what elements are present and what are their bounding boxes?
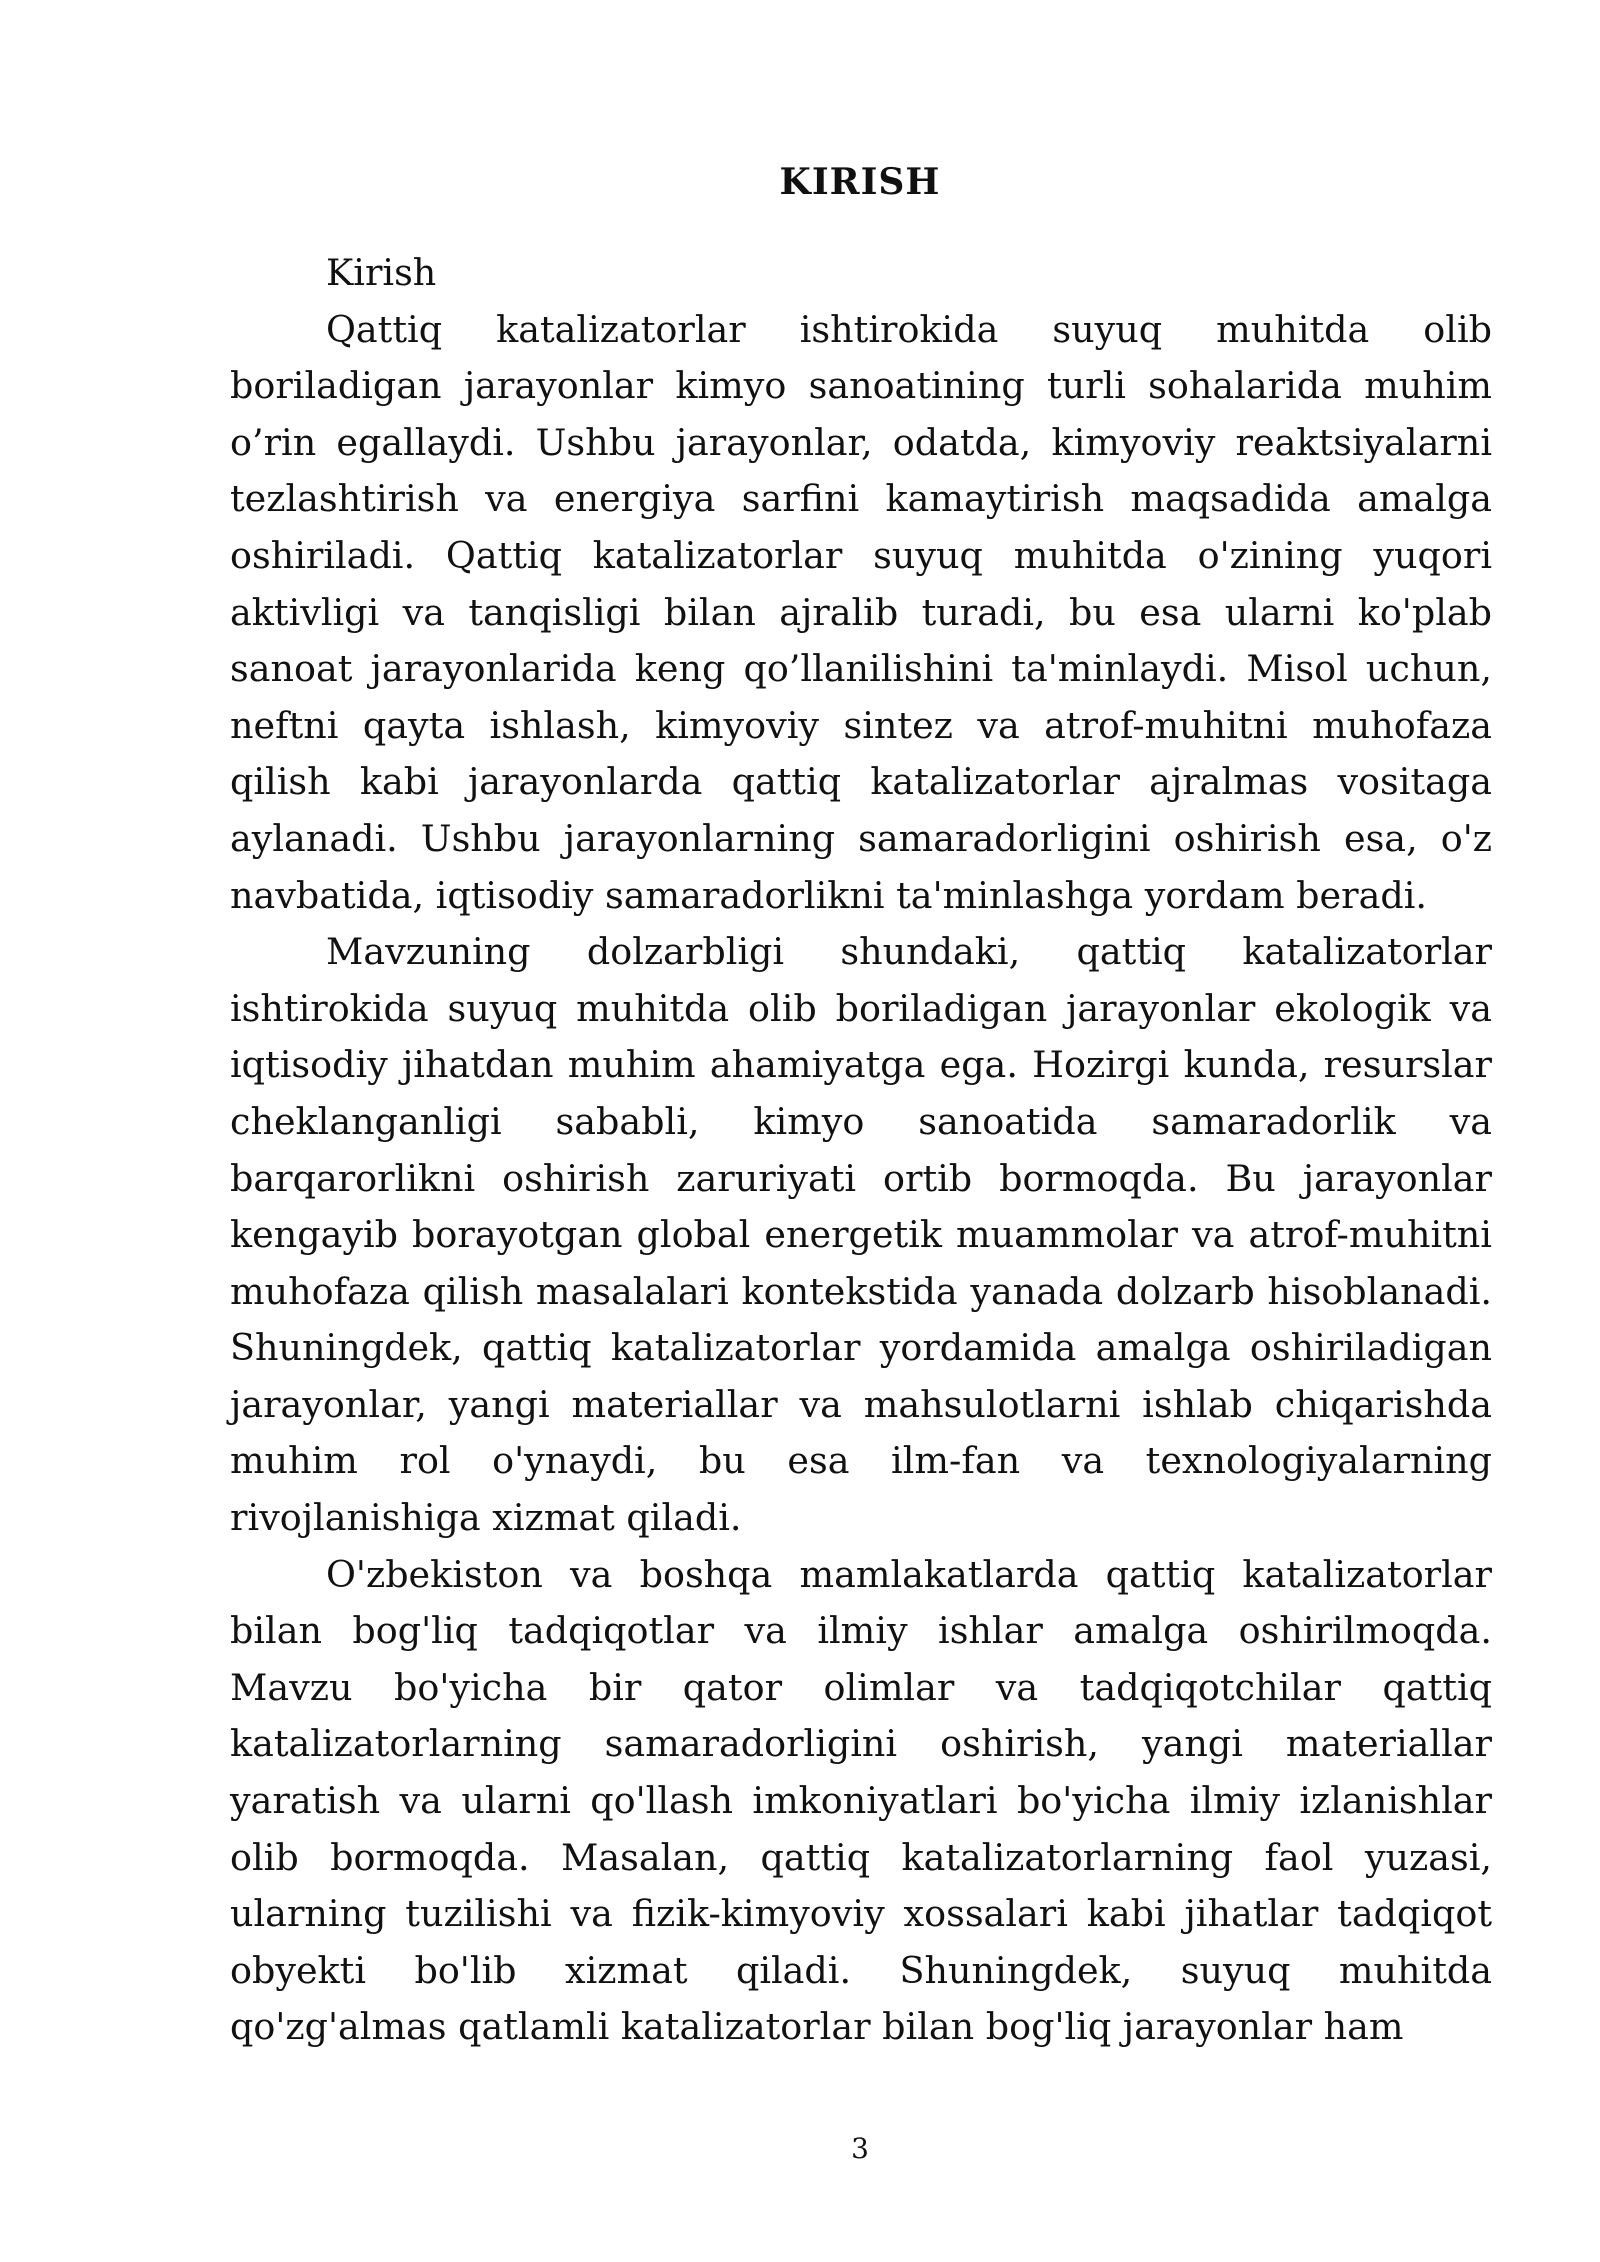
body-text <box>230 245 1492 2056</box>
paragraph-relevance: Mavzuning dolzarbligi shundaki, qattiq katalizatorlar ishtirokida suyuq muhitda olib boriladigan jarayonlar ekologik va iqtisodiy jihatdan muhim ahamiyatga ega. Hozirgi kunda, resurslar cheklanganligi sababli, kimyo sanoatida samaradorlik va barqarorlikni oshirish zaruriyati ortib bormoqda. Bu jarayonlar kengayib borayotgan global energetik muammolar va atrof-muhitni muhofaza qilish masalalari kontekstida yanada dolzarb hisoblanadi. Shuningdek, qattiq katalizatorlar yordamida amalga oshiriladigan jarayonlar, yangi materiallar va mahsulotlarni ishlab chiqarishda muhim rol o'ynaydi, bu esa ilm-fan va texnologiyalarning rivojlanishiga xizmat qiladi. <box>230 930 1492 1540</box>
paragraph-research: O'zbekiston va boshqa mamlakatlarda qattiq katalizatorlar bilan bog'liq tadqiqotlar va ilmiy ishlar amalga oshirilmoqda. Mavzu bo'yicha bir qator olimlar va tadqiqotchilar qattiq katalizatorlarning samaradorligini oshirish, yangi materiallar yaratish va ularni qo'llash imkoniyatlari bo'yicha ilmiy izlanishlar olib bormoqda. Masalan, qattiq katalizatorlarning faol yuzasi, ularning tuzilishi va fizik-kimyoviy xossalari kabi jihatlar tadqiqot obyekti bo'lib xizmat qiladi. Shuningdek, suyuq muhitda qo'zg'almas qatlamli katalizatorlar bilan bog'liq jarayonlar ham <box>230 1552 1492 2049</box>
page-number: 3 <box>851 2132 869 2165</box>
paragraph-intro-label: Kirish <box>326 251 437 294</box>
page-heading: KIRISH <box>779 161 941 203</box>
paragraph-overview: Qattiq katalizatorlar ishtirokida suyuq muhitda olib boriladigan jarayonlar kimyo sanoatining turli sohalarida muhim o’rin egallaydi. Ushbu jarayonlar, odatda, kimyoviy reaktsiyalarni tezlashtirish va energiya sarfini kamaytirish maqsadida amalga oshiriladi. Qattiq katalizatorlar suyuq muhitda o'zining yuqori aktivligi va tanqisligi bilan ajralib turadi, bu esa ularni ko'plab sanoat jarayonlarida keng qo’llanilishini ta'minlaydi. Misol uchun, neftni qayta ishlash, kimyoviy sintez va atrof-muhitni muhofaza qilish kabi jarayonlarda qattiq katalizatorlar ajralmas vositaga aylanadi. Ushbu jarayonlarning samaradorligini oshirish esa, o'z navbatida, iqtisodiy samaradorlikni ta'minlashga yordam beradi. <box>230 307 1492 917</box>
